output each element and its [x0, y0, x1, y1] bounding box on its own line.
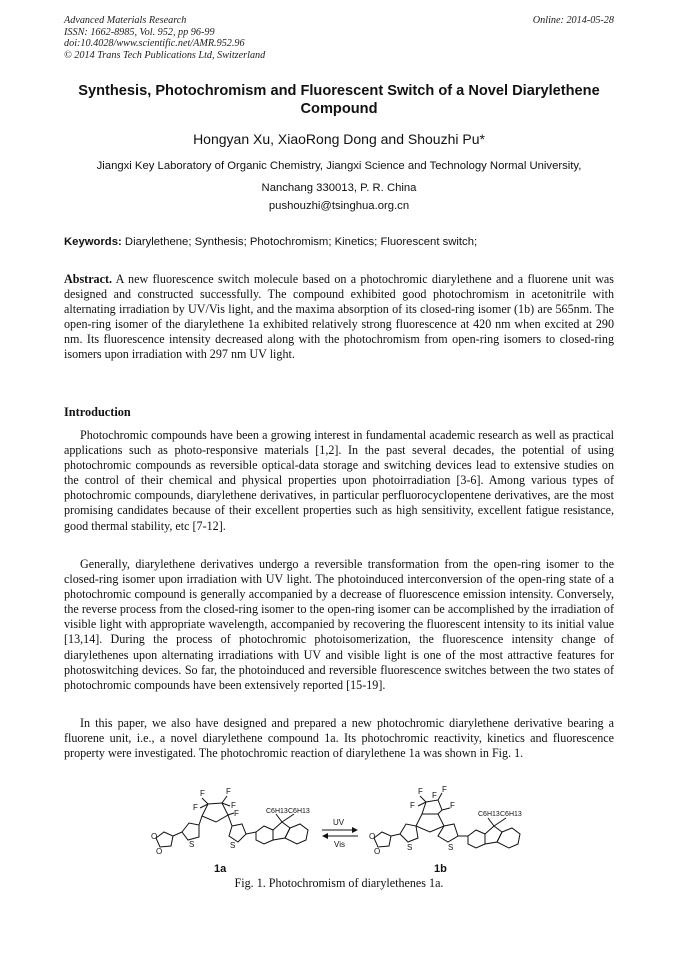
s-label: S: [407, 843, 413, 852]
section-heading-introduction: Introduction: [64, 405, 131, 419]
thiophene-ring-1b-right: [438, 824, 458, 842]
arrow-labels: [333, 818, 345, 849]
abstract: [64, 272, 614, 363]
fluorene-ring-a-1a: [256, 826, 273, 844]
figure-1-caption: Fig. 1. Photochromism of diarylethenes 1a.: [234, 876, 444, 890]
fluorene-ring-b-1b: [485, 826, 502, 844]
cyclopentene-ring-1a: [202, 803, 228, 822]
keywords-label: Keywords:: [64, 236, 122, 248]
hexyl-label: C6H13: [500, 811, 522, 818]
hexyl-label: C6H13: [478, 811, 500, 818]
s-label: S: [189, 840, 195, 849]
s-label: S: [230, 841, 236, 850]
uv-label: UV: [333, 818, 345, 827]
affiliation: [64, 155, 614, 199]
dioxolane-ring-1a: [156, 832, 173, 847]
f-label: F: [226, 787, 231, 796]
intro-paragraph-2: Generally, diarylethene derivatives undergo a reversible transformation from the open-ring isomer to the closed-ring isomer upon irradiation with UV light. The photoinduced interconversion of the open-ring state of a photochromic compound is generally accompanied by a decrease of fluorescence emission intensity. Conversely, the reverse process from the closed-ring isomer to the open-ring isomer can be accomplished by the irradiation of visible light with appropriate wavelength, accompanied by recovering the fluorescent intensity to its initial value [13,14]. During the process of photochromic photoisomerization, the fluorescence intensity change of diarylethenes upon alternating irradiations with UV and visible light is one of the most attractive features for photoswitching devices. So far, the photoinduced and reversible fluorescence switches between the two states of photochromic compounds have been extensively reported [15-19].: [64, 557, 614, 692]
f-label: F: [450, 801, 455, 810]
equilibrium-arrows: [322, 827, 358, 839]
abstract-label: Abstract.: [64, 272, 113, 286]
f-label: F: [234, 809, 239, 818]
vis-label: Vis: [334, 840, 345, 849]
cyclohexadiene-ring-1b: [416, 814, 444, 832]
author-email[interactable]: pushouzhi@tsinghua.org.cn: [268, 200, 410, 212]
f-label: F: [442, 786, 447, 794]
o-label: O: [156, 847, 163, 856]
label-1a: 1a: [214, 863, 227, 875]
molecule-1b: [374, 793, 520, 848]
keywords: [64, 236, 614, 248]
o-label: O: [151, 832, 158, 841]
intro-paragraph-1: Photochromic compounds have been a growing interest in fundamental academic research as well as practical applications such as photo-responsive materials [1,2]. In the past several decades, the potential of using photochromic compounds as reversible optical-data storage and switching devices lead to extensive studies on the control of their chemical and physical properties upon photoirradiation [3-6]. Among various types of photochromic compounds, diarylethene derivatives, in particular perfluorocyclopentene derivatives, are the most promising candidates because of their excellent properties such as high sensitivity, excellent fatigue resistance, good thermal stability, etc [7-12].: [64, 428, 614, 533]
issn-line: ISSN: 1662-8985, Vol. 952, pp 96-99: [64, 26, 215, 38]
journal-header: [64, 15, 265, 61]
labels-1b: [369, 786, 522, 875]
affiliation-line-1: Jiangxi Key Laboratory of Organic Chemistry, Jiangxi Science and Technology Normal University,: [96, 160, 582, 172]
s-label: S: [448, 843, 454, 852]
figure-1-reaction-scheme: [142, 786, 536, 876]
affiliation-line-2: Nanchang 330013, P. R. China: [261, 182, 417, 194]
o-label: O: [374, 847, 381, 856]
f-label: F: [200, 789, 205, 798]
doi-line: doi:10.4028/www.scientific.net/AMR.952.96: [64, 38, 245, 50]
o-label: O: [369, 832, 376, 841]
thiophene-ring-1b-left: [400, 824, 418, 842]
hexyl-label: C6H13: [266, 808, 288, 815]
f-label: F: [193, 803, 198, 812]
label-1b: 1b: [434, 863, 447, 875]
keywords-text: Diarylethene; Synthesis; Photochromism; Kinetics; Fluorescent switch;: [121, 236, 478, 248]
journal-name: Advanced Materials Research: [64, 15, 187, 26]
f-label: F: [231, 801, 236, 810]
copyright-line: © 2014 Trans Tech Publications Ltd, Switzerland: [64, 49, 266, 61]
fluorene-ring-a-1b: [468, 830, 485, 848]
online-date: Online: 2014-05-28: [532, 15, 614, 26]
f-label: F: [432, 791, 437, 800]
thiophene-ring-1a-left: [182, 823, 199, 840]
paper-title: Synthesis, Photochromism and Fluorescent Switch of a Novel Diarylethene Compound: [78, 83, 600, 117]
authors: Hongyan Xu, XiaoRong Dong and Shouzhi Pu*: [193, 131, 485, 147]
hexyl-label: C6H13: [288, 808, 310, 815]
abstract-text: A new fluorescence switch molecule based on a photochromic diarylethene and a fluorene unit was designed and constructed successfully. The compound exhibited good photochromism in acetonitrile with alternating irradiation by UV/Vis light, and the maxima absorption of its closed-ring isomer (1b) are 565nm. The open-ring isomer of the diarylethene 1a exhibited relatively strong fluorescence at 420 nm when excited at 290 nm. Its fluorescence intensity decreased along with the photochromism from open-ring isomers to closed-ring isomers upon irradiation with 297 nm UV light.: [64, 272, 614, 362]
dioxolane-ring-1b: [374, 832, 391, 847]
thiophene-ring-1a-right: [229, 824, 246, 842]
fluorene-ring-b-1a: [273, 822, 290, 840]
intro-paragraph-3: In this paper, we also have designed and prepared a new photochromic diarylethene derivative bearing a fluorene unit, i.e., a novel diarylethene compound 1a. Its photochromic reactivity, kinetics and fluorescence property were investigated. The photochromic reaction of diarylethene 1a was shown in Fig. 1.: [64, 716, 614, 761]
f-label: F: [418, 787, 423, 796]
reaction-scheme-svg: [142, 786, 536, 876]
f-label: F: [410, 801, 415, 810]
